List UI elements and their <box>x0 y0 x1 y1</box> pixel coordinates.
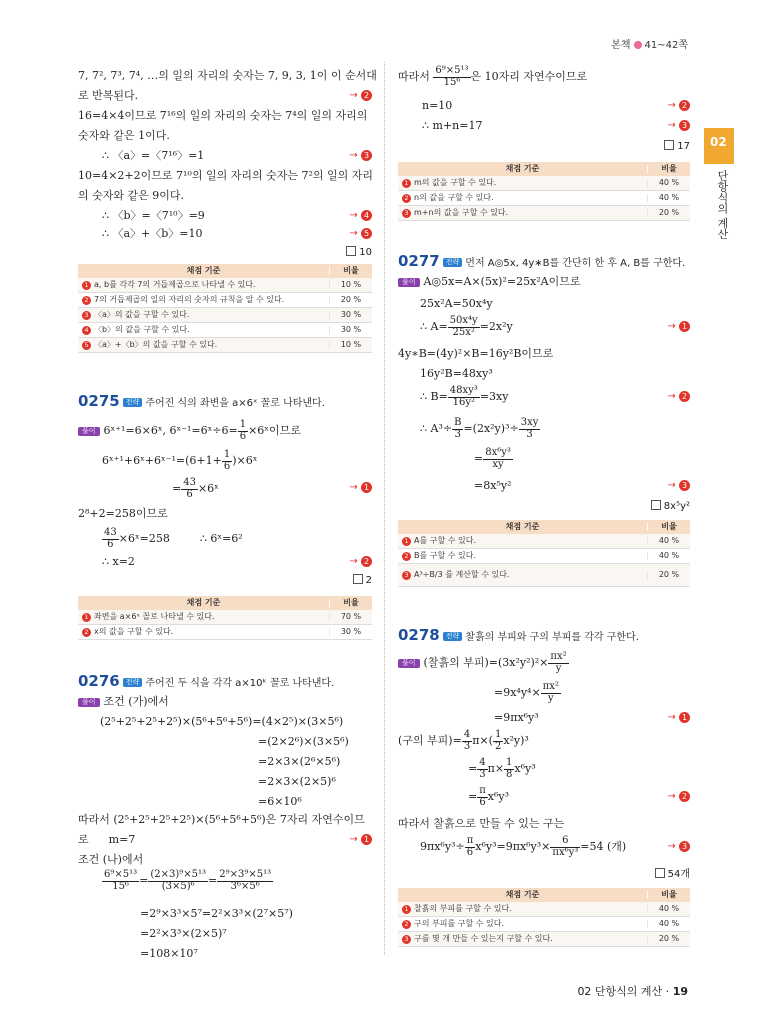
solution-line: 9πx⁶y³÷ $\frac{\pi}{6}$ x⁶y³=9πx⁶y³× $\frac{6}{\text{πx⁶y³}}$ =54 (개) <box>420 835 627 858</box>
scoring-table: 채점 기준 비율 1 찰흙의 부피를 구할 수 있다. 40 % 2 구의 부피를 구할 수 있다. 40 % 3 구를 몇 개 만들 수 있는지 구할 수 있다. 20 % <box>398 888 690 947</box>
table-row: 3 구를 몇 개 만들 수 있는지 구할 수 있다. 20 % <box>398 932 690 947</box>
table-row: 1 a, b를 각각 7의 거듭제곱으로 나타낼 수 있다. 10 % <box>78 278 372 293</box>
text-line: ∴ 〈b〉=〈7¹⁰〉=9 <box>102 209 205 222</box>
chapter-tab <box>704 128 734 164</box>
scoring-table: 채점 기준 비율 1 좌변을 a×6ˣ 꼴로 나타낼 수 있다. 70 % 2 x의 값을 구할 수 있다. 30 % <box>78 596 372 640</box>
dot-icon <box>634 41 642 49</box>
answer: 54개 <box>655 868 690 880</box>
solution-line: ∴ x=2 <box>102 555 135 568</box>
table-row: 3 〈a〉의 값을 구할 수 있다. 30 % <box>78 308 372 323</box>
problem-0277-heading: 0277 전략 먼저 A◎5x, 4y∗B를 간단히 한 후 A, B를 구한다. <box>398 252 686 270</box>
step-mark: → 2 <box>667 100 690 111</box>
text-line: 숫자와 같은 1이다. <box>78 129 170 142</box>
scoring-table: 채점 기준 비율 1 A를 구할 수 있다. 40 % 2 B를 구할 수 있다. 40 % 3 A³÷B/3 를 계산할 수 있다. 20 % <box>398 520 690 587</box>
solution-line: = $\frac{\text{8x⁶y³}}{xy}$ <box>474 447 511 470</box>
solution-line: 16y²B=48xy³ <box>420 367 493 380</box>
table-row: 1 좌변을 a×6ˣ 꼴로 나타낼 수 있다. 70 % <box>78 610 372 625</box>
solution-line: ∴ A= $\frac{\text{50x⁴y}}{\text{25x²}}$ =2x²y <box>420 315 513 338</box>
table-row: 2 n의 값을 구할 수 있다. 40 % <box>398 191 690 206</box>
solution-line: 따라서 찰흙으로 만들 수 있는 구는 <box>398 817 565 830</box>
solution-line: 풀이 A◎5x=A×(5x)²=25x²A이므로 <box>398 276 581 287</box>
solution-line: $\frac{43}{6}$ ×6ˣ=258 ∴ 6ˣ=6² <box>104 527 243 550</box>
solution-line: =2⁹×3³×5⁷=2²×3³×(2⁷×5⁷) <box>140 907 293 920</box>
solution-line: = $\frac{4}{3}$ π× $\frac{1}{8}$ x⁶y³ <box>468 757 536 780</box>
page-footer: 02 단항식의 계산 · 19 <box>577 985 688 998</box>
solution-line: 따라서 (2⁵+2⁵+2⁵+2⁵)×(5⁶+5⁶+5⁶)은 7자리 자연수이므 <box>78 813 365 826</box>
solution-line: 풀이 조건 (가)에서 <box>78 696 169 707</box>
solution-line: =6×10⁶ <box>258 795 302 808</box>
step-mark: → 3 <box>349 150 372 161</box>
table-row: 3 m+n의 값을 구할 수 있다. 20 % <box>398 206 690 221</box>
step-mark: → 1 <box>349 834 372 845</box>
table-row: 2 구의 부피를 구할 수 있다. 40 % <box>398 917 690 932</box>
footer-chapter: 02 단항식의 계산 <box>577 985 663 998</box>
scoring-table: 채점 기준 비율 1 a, b를 각각 7의 거듭제곱으로 나타낼 수 있다. 10 % 2 7의 거듭제곱의 일의 자리의 숫자의 규칙을 알 수 있다. 20 % 3 〈a〉의 값을 구할 수 있다. 30 % 4 〈b〉의 값을 구할 수 있다. 30 % 5 〈a〉+〈b〉의 값을 구할 수 있다. 10 % <box>78 264 372 353</box>
solution-line: =8x⁵y² <box>474 479 512 492</box>
chapter-title: 단항식의 계산 <box>716 170 729 240</box>
answer: 8x⁵y² <box>651 500 690 512</box>
table-row: 5 〈a〉+〈b〉의 값을 구할 수 있다. 10 % <box>78 338 372 353</box>
solution-line: 4y∗B=(4y)²×B=16y²B이므로 <box>398 347 554 360</box>
solution-line: =108×10⁷ <box>140 947 198 960</box>
solution-line: =9πx⁶y³ <box>494 711 539 724</box>
step-mark: → 2 <box>667 791 690 802</box>
left-column <box>78 62 377 962</box>
problem-0278-heading: 0278 전략 찰흙의 부피와 구의 부피를 각각 구한다. <box>398 626 639 644</box>
solution-line: =2×3×(2×5)⁶ <box>258 775 336 788</box>
step-mark: → 1 <box>349 482 372 493</box>
step-mark: → 2 <box>349 556 372 567</box>
table-row: 3 A³÷B/3 를 계산할 수 있다. 20 % <box>398 564 690 587</box>
solution-line: =2²×3³×(2×5)⁷ <box>140 927 227 940</box>
step-mark: → 3 <box>667 120 690 131</box>
table-row: 2 7의 거듭제곱의 일의 자리의 숫자의 규칙을 알 수 있다. 20 % <box>78 293 372 308</box>
chapter-number: 02 <box>710 135 727 149</box>
step-mark: → 3 <box>667 841 690 852</box>
page-header <box>611 36 688 51</box>
solution-line: =9x⁴y⁴× $\frac{\text{πx²}}{y}$ <box>494 681 559 704</box>
page-number: 19 <box>672 985 688 998</box>
step-mark: → 2 <box>667 391 690 402</box>
solution-line: 조건 (나)에서 <box>78 853 144 866</box>
solution-line: 풀이 (찰흙의 부피)=(3x²y²)²× $\frac{\text{πx²}}{y}$ <box>398 652 569 674</box>
solution-line: 따라서 $\frac{\text{6⁹×5¹³}}{\text{15⁶}}$ 은 10자리 자연수이므로 <box>398 65 588 88</box>
text-line: 16=4×4이므로 7¹⁶의 일의 자리의 숫자는 7⁴의 일의 자리의 <box>78 109 368 122</box>
solution-line: ∴ B= $\frac{\text{48xy³}}{\text{16y²}}$ =3xy <box>420 385 509 408</box>
solution-line: (2⁵+2⁵+2⁵+2⁵)×(5⁶+5⁶+5⁶)=(4×2⁵)×(3×5⁶) <box>100 715 344 728</box>
solution-line: (구의 부피)= $\frac{4}{3}$ π×( $\frac{1}{2}$ x²y)³ <box>398 729 529 752</box>
text-line: ∴ 〈a〉+〈b〉=10 <box>102 227 203 240</box>
problem-0275-heading: 0275 전략 주어진 식의 좌변을 a×6ˣ 꼴로 나타낸다. <box>78 392 325 410</box>
solution-line: ∴ A³÷ $\frac{B}{3}$ =(2x²y)³÷ $\frac{3xy}{3}$ <box>420 417 539 440</box>
solution-line: 로 m=7 <box>78 833 136 846</box>
table-row: 1 찰흙의 부피를 구할 수 있다. 40 % <box>398 902 690 917</box>
solution-line: ∴ m+n=17 <box>422 119 483 132</box>
text-line: 7, 7², 7³, 7⁴, …의 일의 자리의 숫자는 7, 9, 3, 1이 이 순서대 <box>78 69 377 82</box>
page-range: 41~42쪽 <box>644 40 688 51</box>
table-row: 1 m의 값을 구할 수 있다. 40 % <box>398 176 690 191</box>
answer-icon <box>655 868 665 878</box>
solution-line: = $\frac{\pi}{6}$ x⁶y³ <box>468 785 510 808</box>
answer-icon <box>353 574 363 584</box>
text-line: 10=4×2+2이므로 7¹⁰의 일의 자리의 숫자는 7²의 일의 자리 <box>78 169 373 182</box>
solution-line: $\frac{\text{6⁹×5¹³}}{\text{15⁶}}$ = $\frac{\text{(2×3)⁹×5¹³}}{\text{(3×5)⁶}}$ = $\frac{\text{2⁹×3⁹×5¹³}}{\text{3⁶×5⁶}}$ <box>104 869 272 892</box>
step-mark: → 4 <box>349 210 372 221</box>
table-row: 1 A를 구할 수 있다. 40 % <box>398 534 690 549</box>
table-row: 4 〈b〉의 값을 구할 수 있다. 30 % <box>78 323 372 338</box>
step-mark: → 2 <box>349 90 372 101</box>
answer: 2 <box>353 574 372 586</box>
solution-line: 25x²A=50x⁴y <box>420 297 493 310</box>
text-line: ∴ 〈a〉=〈7¹⁶〉=1 <box>102 149 205 162</box>
step-mark: → 1 <box>667 321 690 332</box>
solution-line: =2×3×(2⁶×5⁶) <box>258 755 341 768</box>
step-mark: → 1 <box>667 712 690 723</box>
solution-line: 풀이 6ˣ⁺¹=6×6ˣ, 6ˣ⁻¹=6ˣ÷6= $\frac{1}{6}$ ×6ˣ이므로 <box>78 420 301 442</box>
scoring-table: 채점 기준 비율 1 m의 값을 구할 수 있다. 40 % 2 n의 값을 구할 수 있다. 40 % 3 m+n의 값을 구할 수 있다. 20 % <box>398 162 690 221</box>
step-mark: → 5 <box>349 228 372 239</box>
solution-line: =(2×2⁶)×(3×5⁶) <box>258 735 349 748</box>
text-line: 로 반복된다. <box>78 89 139 102</box>
book-label: 본책 <box>611 40 631 51</box>
step-mark: → 3 <box>667 480 690 491</box>
text-line: 의 숫자와 같은 9이다. <box>78 189 184 202</box>
right-column <box>398 62 690 962</box>
answer-icon <box>346 246 356 256</box>
solution-line: n=10 <box>422 99 453 112</box>
answer-icon <box>664 140 674 150</box>
column-divider <box>384 62 385 955</box>
problem-0276-heading: 0276 전략 주어진 두 식을 각각 a×10ᵏ 꼴로 나타낸다. <box>78 672 335 690</box>
table-row: 2 x의 값을 구할 수 있다. 30 % <box>78 625 372 640</box>
answer: 17 <box>664 140 690 152</box>
solution-line: 2⁸+2=258이므로 <box>78 507 168 520</box>
solution-line: 6ˣ⁺¹+6ˣ+6ˣ⁻¹=(6+1+ $\frac{1}{6}$ )×6ˣ <box>102 449 258 472</box>
table-row: 2 B를 구할 수 있다. 40 % <box>398 549 690 564</box>
answer: 10 <box>346 246 372 258</box>
answer-icon <box>651 500 661 510</box>
solution-line: = $\frac{43}{6}$ ×6ˣ <box>172 477 219 500</box>
